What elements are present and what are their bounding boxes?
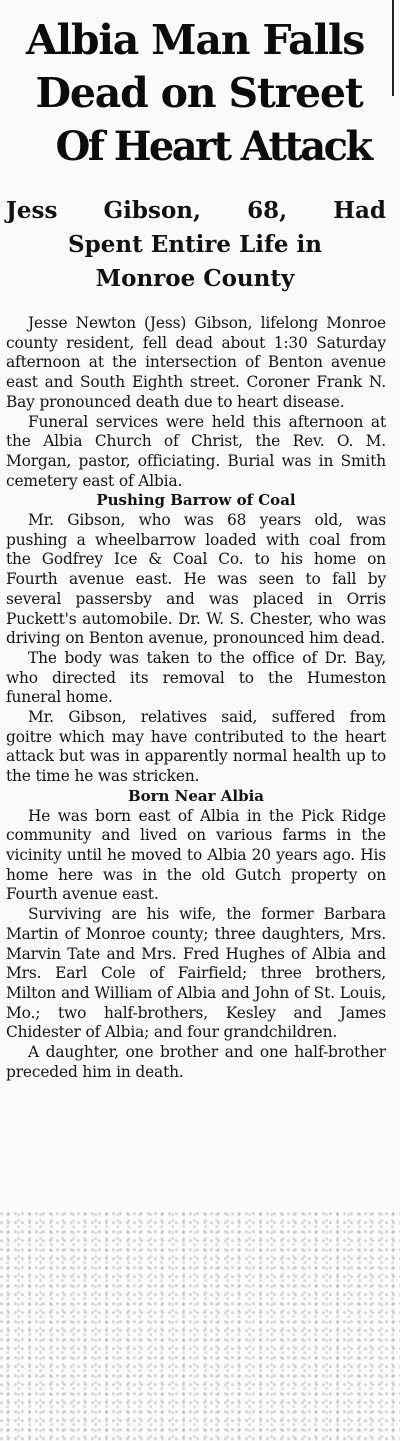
paragraph-born: He was born east of Albia in the Pick Ridge community and lived on various farms in the vicinity until he moved to Albia 20 years ago. His home here was in the old Gutch property on Fourth avenue east.: [6, 806, 386, 904]
column-rule: [392, 0, 394, 96]
deck: [0, 194, 400, 296]
article-body: [0, 314, 400, 1082]
headline-line-3: Of Heart Attack: [55, 123, 371, 170]
paragraph-wheelbarrow: Mr. Gibson, who was 68 years old, was pushing a wheelbarrow loaded with coal from the Godfrey Ice & Coal Co. to his home on Fourth avenue east. He was seen to fall by several passersby and was placed in Orris Puckett's automobile. Dr. W. S. Chester, who was driving on Benton avenue, pronounced him dead.: [6, 511, 386, 648]
deck-line-1: Jess Gibson, 68, Had: [6, 197, 386, 224]
paragraph-goitre: Mr. Gibson, relatives said, suffered from goitre which may have contributed to the heart attack but was in apparently normal health up to the time he was stricken.: [6, 708, 386, 786]
paragraph-funeral: Funeral services were held this afternoon at the Albia Church of Christ, the Rev. O. M. Morgan, pastor, officiating. Burial was in Smith cemetery east of Albia.: [6, 412, 386, 490]
paragraph-lead: Jesse Newton (Jess) Gibson, lifelong Monroe county resident, fell dead about 1:30 Saturday afternoon at the intersection of Benton avenue east and South Eighth street. Coroner Frank N. Bay pronounced death due to heart disease.: [6, 314, 386, 411]
headline-line-1: Albia Man Falls: [25, 16, 365, 64]
paragraph-body-taken: The body was taken to the office of Dr. Bay, who directed its removal to the Humeston funeral home.: [6, 648, 386, 707]
subhead-born-near-albia: Born Near Albia: [127, 786, 265, 805]
print-noise: [0, 1211, 400, 1441]
subhead-pushing-barrow: Pushing Barrow of Coal: [96, 491, 296, 510]
headline-line-2: Dead on Street: [35, 69, 363, 117]
paragraph-preceded: A daughter, one brother and one half-brother preceded him in death.: [6, 1043, 386, 1081]
paragraph-survivors: Surviving are his wife, the former Barbara Martin of Monroe county; three daughters, Mrs. Marvin Tate and Mrs. Fred Hughes of Albia and Mrs. Earl Cole of Fairfield; three brothers, Milton and William of Albia and John of St. Louis, Mo.; two half-brothers, Kesley and James Chidester of Albia; and four grandchildren.: [6, 905, 386, 1042]
deck-line-3: Monroe County: [95, 265, 295, 292]
deck-line-2: Spent Entire Life in: [68, 231, 322, 258]
headline: [0, 0, 400, 174]
